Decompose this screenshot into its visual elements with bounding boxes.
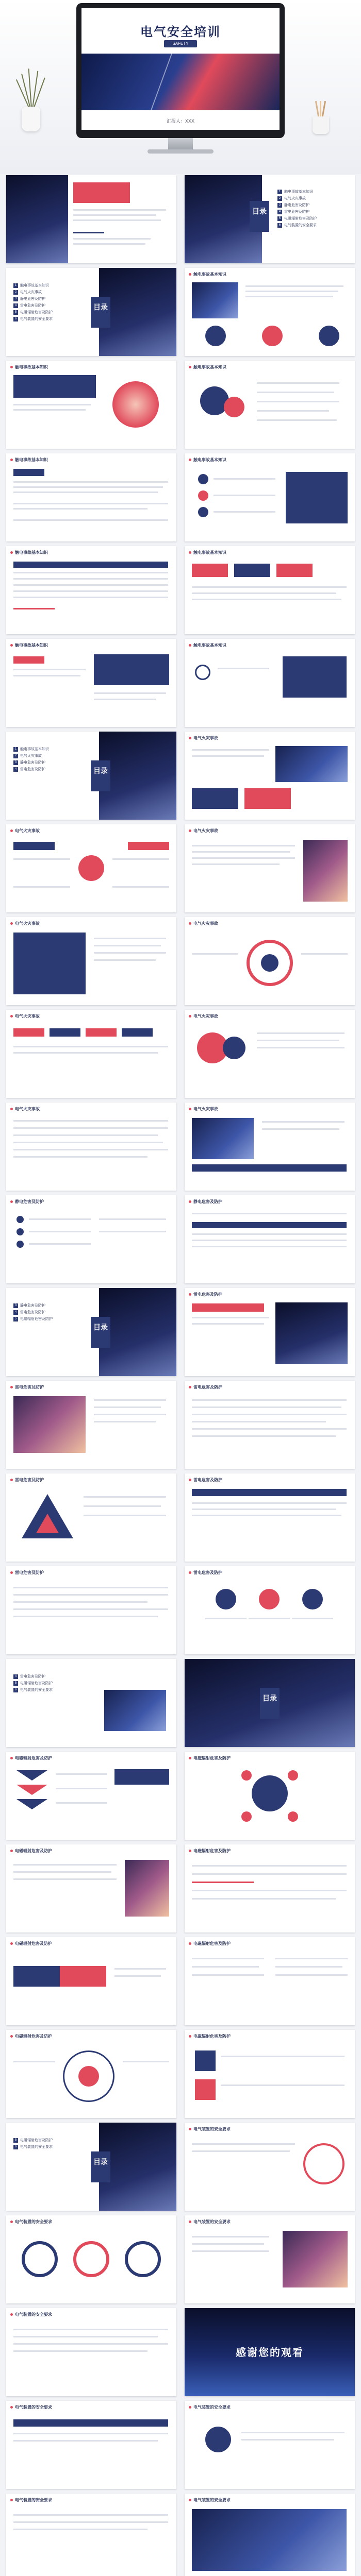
toc-item[interactable]: 3 静电危害及防护 [277, 202, 317, 209]
vase-decoration [17, 70, 45, 131]
toc-item[interactable]: 2 电气火灾事故 [277, 195, 317, 202]
slide-extra-1: 电气装置的安全要求 [6, 2401, 176, 2489]
toc-item[interactable]: 5 电磁辐射危害及防护 [13, 2137, 53, 2144]
toc-heading: 目录 [250, 201, 269, 232]
slide-toc-f [6, 2123, 176, 2211]
slide-fire-prevention: 电气火灾事故 [185, 824, 355, 912]
slide-section-1-intro: 触电事故基本知识 [185, 268, 355, 356]
toc-item[interactable]: 4 雷电危害及防护 [277, 209, 317, 215]
toc-item[interactable]: 2 电气火灾事故 [13, 289, 53, 296]
toc-item[interactable]: 1 触电事故基本知识 [277, 189, 317, 195]
slide-radiation-compare: 电磁辐射危害及防护 [185, 1937, 355, 2025]
slide-radiation-hex: 电磁辐射危害及防护 [185, 1752, 355, 1840]
slide-shock-effects: 触电事故基本知识 [6, 453, 176, 541]
slide-toc-d [6, 1288, 176, 1376]
monitor-mockup [76, 3, 285, 156]
toc-item[interactable]: 3 静电危害及防护 [13, 1302, 53, 1309]
toc-heading: 目录 [91, 760, 110, 791]
slide-extra-3: 电气装置的安全要求 [6, 2494, 176, 2576]
slide-lightning-list: 雷电危害及防护 [6, 1566, 176, 1654]
toc-item[interactable]: 2 电气火灾事故 [13, 753, 49, 759]
slide-fire-intro: 电气火灾事故 [185, 732, 355, 820]
slide-fire-measures: 电气火灾事故 [6, 917, 176, 1005]
slide-shock-types: 触电事故基本知识 [185, 361, 355, 449]
toc-item[interactable]: 1 触电事故基本知识 [13, 282, 53, 289]
toc-item[interactable]: 4 雷电危害及防护 [13, 1673, 53, 1680]
slide-current-effects: 触电事故基本知识 [185, 453, 355, 541]
toc-item[interactable]: 5 电磁辐射危害及防护 [13, 1316, 53, 1323]
toc-item[interactable]: 1 触电事故基本知识 [13, 746, 49, 753]
slide-shock-prevention: 触电事故基本知识 [185, 546, 355, 634]
toc-item[interactable]: 5 电磁辐射危害及防护 [13, 1680, 53, 1687]
slide-radiation-icons: 电磁辐射危害及防护 [185, 2030, 355, 2118]
slide-electric-shock: 触电事故基本知识 [6, 361, 176, 449]
slide-thanks [185, 2308, 355, 2396]
toc-item[interactable]: 5 电磁辐射危害及防护 [13, 309, 53, 316]
cover-subtitle-badge: SAFETY TRAINING [164, 40, 197, 47]
cover-hero [0, 0, 361, 174]
slide-fire-stats: 电气火灾事故 [185, 1103, 355, 1191]
toc-item[interactable]: 3 静电危害及防护 [13, 759, 49, 766]
slide-toc-e [6, 1659, 176, 1747]
slide-radiation-text: 电磁辐射危害及防护 [6, 1844, 176, 1933]
slide-fire-process: 电气火灾事故 [6, 1010, 176, 1098]
toc-list [13, 282, 53, 323]
slide-lightning-measures: 雷电危害及防护 [185, 1381, 355, 1469]
toc-item[interactable]: 4 雷电危害及防护 [13, 766, 49, 773]
slide-fire-list: 电气火灾事故 [6, 1103, 176, 1191]
pen-cup-decoration [309, 108, 332, 134]
toc-item[interactable]: 6 电气装置的安全要求 [277, 222, 317, 229]
slide-lightning-intro: 雷电危害及防护 [185, 1288, 355, 1376]
toc-list [13, 746, 49, 773]
slide-static-items: 静电危害及防护 [6, 1195, 176, 1283]
slide-device-photo: 电气装置的安全要求 [185, 2215, 355, 2303]
slide-lightning-triangle: 雷电危害及防护 [6, 1473, 176, 1562]
cover-reporter: 汇报人：XXX [166, 118, 194, 124]
slide-radiation-atom: 电磁辐射危害及防护 [6, 2030, 176, 2118]
cover-slide [81, 8, 280, 130]
slide-device-list: 电气装置的安全要求 [6, 2308, 176, 2396]
toc-item[interactable]: 6 电气装置的安全要求 [13, 2144, 53, 2150]
toc-heading: 目录 [91, 2151, 110, 2182]
slide-toc-c [6, 732, 176, 820]
slide-intro-text [6, 175, 176, 263]
slide-extra-2: 电气装置的安全要求 [185, 2401, 355, 2489]
toc-heading: 目录 [91, 1317, 110, 1348]
slide-radiation-bars: 电磁辐射危害及防护 [185, 1844, 355, 1933]
toc-heading: 目录 [260, 1688, 280, 1719]
slide-fire-extinguish: 电气火灾事故 [185, 1010, 355, 1098]
thanks-text: 感谢您的观看 [236, 2347, 304, 2359]
slide-shock-notes: 触电事故基本知识 [185, 639, 355, 727]
cover-title: 电气安全培训 [140, 25, 221, 39]
slide-device-intro: 电气装置的安全要求 [185, 2123, 355, 2211]
slide-toc-a [185, 175, 355, 263]
toc-list [13, 1673, 53, 1693]
slide-lightning-cols: 雷电危害及防护 [185, 1566, 355, 1654]
slide-lightning-photo: 雷电危害及防护 [6, 1381, 176, 1469]
slide-shock-steps: 触电事故基本知识 [6, 639, 176, 727]
slide-fire-cycle: 电气火灾事故 [185, 917, 355, 1005]
toc-item[interactable]: 4 雷电危害及防护 [13, 302, 53, 309]
toc-item[interactable]: 6 电气装置的安全要求 [13, 1687, 53, 1693]
slide-lightning-protect: 雷电危害及防护 [185, 1473, 355, 1562]
toc-item[interactable]: 4 雷电危害及防护 [13, 1309, 53, 1316]
slide-static-table: 静电危害及防护 [185, 1195, 355, 1283]
slide-radiation-intro [185, 1659, 355, 1747]
slide-toc-b [6, 268, 176, 356]
cover-banner-image [81, 54, 280, 110]
slide-radiation-chevrons: 电磁辐射危害及防护 [6, 1752, 176, 1840]
toc-item[interactable]: 3 静电危害及防护 [13, 296, 53, 302]
slide-shock-table: 触电事故基本知识 [6, 546, 176, 634]
toc-list [13, 1302, 53, 1323]
slide-radiation-arrow: 电磁辐射危害及防护 [6, 1937, 176, 2025]
toc-heading: 目录 [91, 297, 110, 328]
toc-list [13, 2137, 53, 2150]
slide-device-rings: 电气装置的安全要求 [6, 2215, 176, 2303]
slide-fire-causes: 电气火灾事故 [6, 824, 176, 912]
toc-item[interactable]: 6 电气装置的安全要求 [13, 316, 53, 323]
toc-item[interactable]: 5 电磁辐射危害及防护 [277, 215, 317, 222]
toc-list [277, 189, 317, 229]
slide-extra-4: 电气装置的安全要求 [185, 2494, 355, 2576]
